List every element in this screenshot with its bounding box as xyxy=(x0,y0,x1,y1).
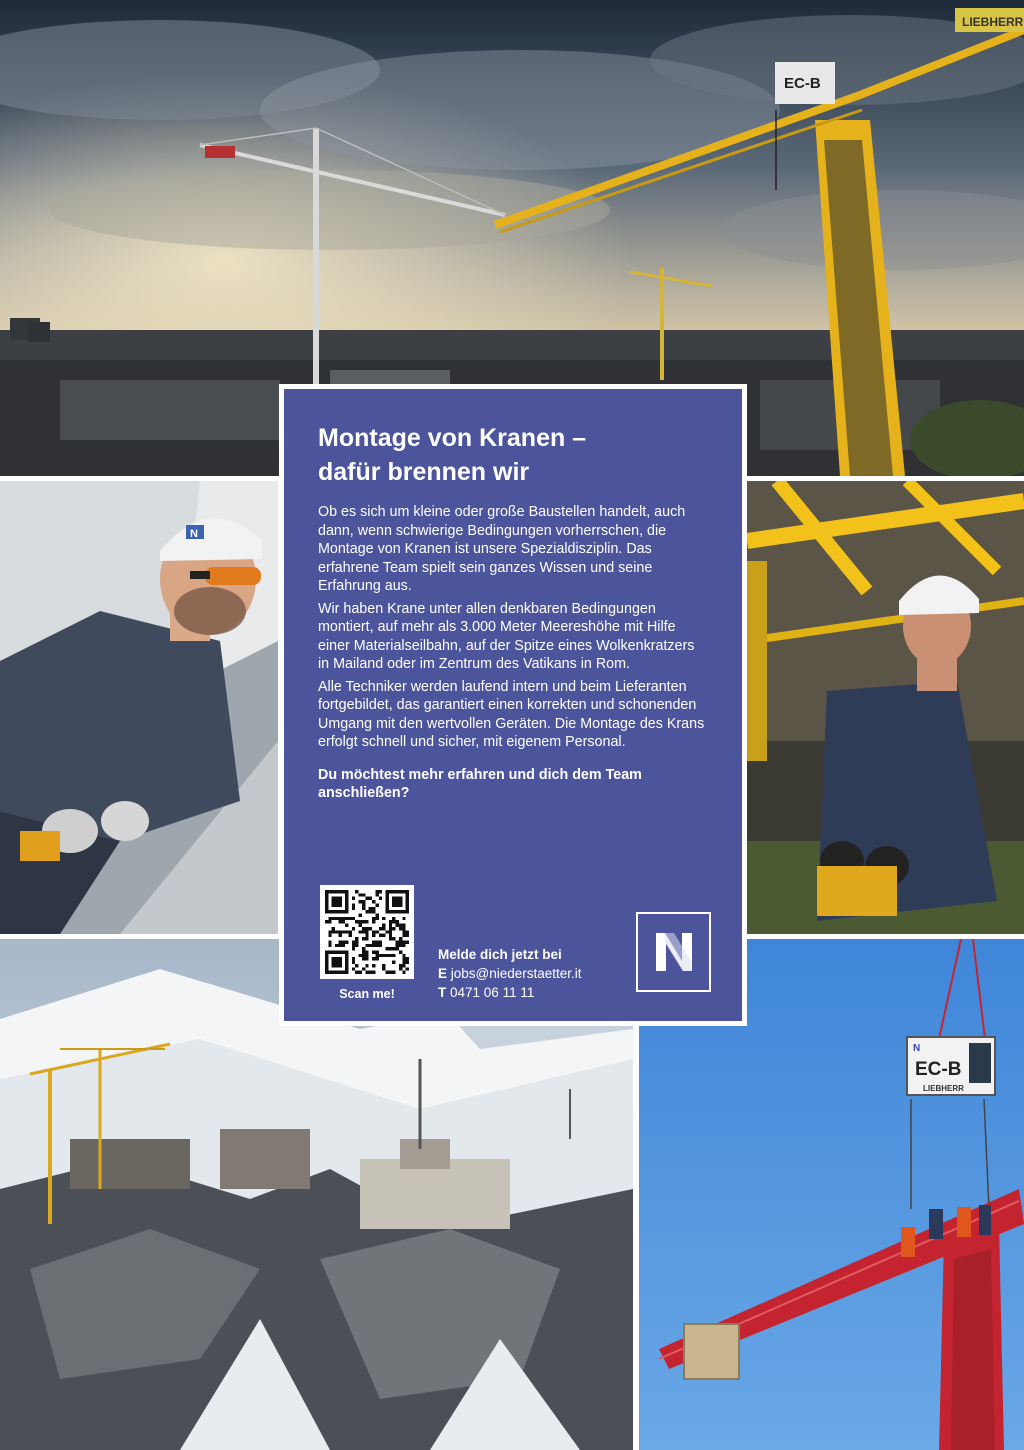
paragraph-3: Alle Techniker werden laufend intern und beim Lieferanten fortgebildet, das garantiert einen korrekten und schonenden Umgang mit den wertvollen Geräten. Die Montage des Krans erfolgt schnell und sicher, mit eigenem Personal. xyxy=(318,678,705,750)
paragraph-1: Ob es sich um kleine oder große Baustellen handelt, auch dann, wenn schwierige Bedingungen vorherrschen, die Montage von Kranen ist unsere Spezialdisziplin. Das erfahrene Team spielt sein ganzes Wissen und seine Erfahrung aus. xyxy=(318,504,686,594)
qr-code[interactable] xyxy=(320,885,414,979)
paragraph-2: Wir haben Krane unter allen denkbaren Bedingungen montiert, auf mehr als 3.000 Meter Meereshöhe mit Hilfe einer Materialseilbahn, auf der Spitze eines Wolkenkratzers in Mailand oder im Zentrum des Vatikans in Rom. xyxy=(318,600,695,672)
headline-line-2: dafür brennen wir xyxy=(318,458,530,486)
contact-block xyxy=(438,945,582,1002)
qr-code-graphic xyxy=(325,890,409,974)
sky-cabin-logo: N xyxy=(913,1043,921,1054)
photo-technician-crane-structure xyxy=(747,481,1024,934)
phone-label: T xyxy=(438,985,447,1000)
headline-line-1: Montage von Kranen – xyxy=(318,424,587,452)
call-to-action: Du möchtest mehr erfahren und dich dem Team anschließen? xyxy=(318,766,642,801)
contact-heading: Melde dich jetzt bei xyxy=(438,947,562,962)
sky-cabin-model: EC-B xyxy=(915,1059,962,1080)
email-link[interactable]: jobs@niederstaetter.it xyxy=(450,966,582,981)
headline xyxy=(318,421,708,489)
top-crane-cabin-sign: EC-B xyxy=(784,75,821,92)
qr-caption: Scan me! xyxy=(339,987,395,1001)
sky-cabin-brand: LIEBHERR xyxy=(923,1084,964,1093)
info-panel xyxy=(279,384,747,1026)
contact-email-line xyxy=(438,964,582,983)
photo-technician-crane-structure-graphic xyxy=(747,481,1024,934)
email-label: E xyxy=(438,966,448,981)
n-logo-icon xyxy=(652,929,696,975)
contact-phone-line xyxy=(438,983,582,1002)
photo-technician-helmet-graphic xyxy=(0,481,278,934)
left-helmet-logo: N xyxy=(190,528,198,540)
top-crane-jib-sign: LIEBHERR xyxy=(962,15,1024,29)
phone-number[interactable]: 0471 06 11 11 xyxy=(450,985,535,1000)
info-panel-content xyxy=(284,389,742,1021)
company-logo xyxy=(636,912,711,992)
photo-technician-helmet xyxy=(0,481,278,934)
